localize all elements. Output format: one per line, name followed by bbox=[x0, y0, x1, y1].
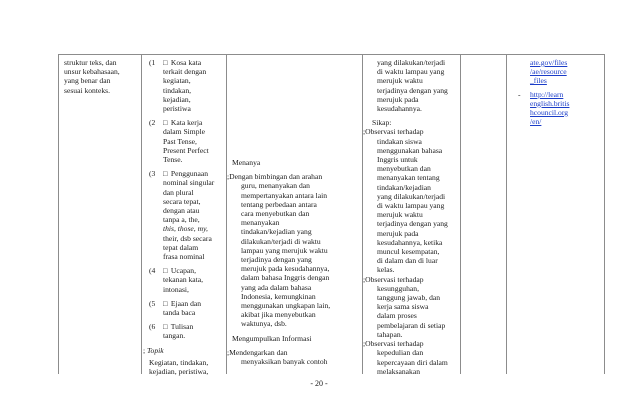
activity-text: Mendengarkan dan bbox=[229, 347, 288, 357]
item-text: Tulisan bbox=[170, 322, 194, 332]
bullet-glyph: ; bbox=[363, 127, 366, 137]
assessment-text: tahapan. bbox=[377, 329, 403, 339]
missing-glyph-icon: □ bbox=[163, 266, 168, 276]
item-text: terkait dengan bbox=[163, 67, 207, 77]
item-text: kegiatan, bbox=[163, 76, 191, 86]
table-top-border bbox=[58, 54, 604, 55]
activity-text: menggunakan ungkapan lain, bbox=[241, 301, 331, 311]
assessment-text: Observasi terhadap bbox=[365, 127, 424, 137]
competency-line: sesuai konteks. bbox=[64, 85, 110, 95]
topik-heading bbox=[143, 346, 214, 355]
assessment-text: terjadinya dengan yang bbox=[377, 219, 448, 229]
assessment-text: Observasi terhadap bbox=[365, 274, 424, 284]
item-number: (3 bbox=[149, 169, 156, 179]
bullet-glyph: ; bbox=[227, 172, 230, 182]
missing-glyph-icon: □ bbox=[163, 58, 168, 67]
assessment-text: dalam proses bbox=[377, 311, 417, 321]
assessment-text: kelas. bbox=[377, 265, 395, 275]
activity-text: lampau yang merujuk waktu bbox=[241, 245, 328, 255]
activity-text: tentang perbedaan antara bbox=[241, 199, 317, 209]
item-text: frasa nominal bbox=[163, 252, 205, 262]
bullet-glyph: ; bbox=[363, 339, 366, 349]
bullet-glyph: ; bbox=[227, 347, 230, 357]
missing-glyph-icon: □ bbox=[163, 322, 168, 332]
item-text: tepat dalam bbox=[163, 242, 199, 252]
assessment-text: di dalam dan di luar bbox=[377, 256, 438, 266]
assessment-text: terjadinya dengan yang bbox=[377, 85, 448, 95]
item-text: dengan atau bbox=[163, 206, 200, 216]
assessment-text: kesudahannya. bbox=[377, 104, 422, 114]
item-text: secara tepat, bbox=[163, 196, 201, 206]
assessment-text: muncul kesempatan, bbox=[377, 247, 440, 257]
activity-text: mempertanyakan antara lain bbox=[241, 190, 328, 200]
item-text: nominal singular bbox=[163, 178, 215, 188]
competency-column bbox=[64, 58, 120, 95]
page-number: - 20 - bbox=[310, 379, 328, 388]
activity-column bbox=[227, 158, 331, 367]
mengumpulkan-heading: Mengumpulkan Informasi bbox=[232, 333, 312, 343]
british-council-link[interactable]: hcouncil.org bbox=[530, 108, 569, 118]
table-border-right bbox=[604, 54, 605, 374]
material-item-3 bbox=[149, 169, 214, 261]
assessment-text: pembelajaran di setiap bbox=[377, 320, 446, 330]
resource-link[interactable]: ate.gov/files bbox=[530, 58, 568, 67]
item-number: (2 bbox=[149, 118, 156, 128]
assessment-text: kepercayaan diri dalam bbox=[377, 357, 448, 367]
item-text: their, dsb secara bbox=[163, 233, 212, 243]
activity-text: tindakan/kejadian yang bbox=[241, 227, 312, 237]
list-dash: - bbox=[518, 89, 521, 99]
resource-link[interactable]: _files bbox=[530, 76, 547, 86]
competency-line: struktur teks, dan bbox=[64, 58, 117, 67]
resource-link[interactable]: /ae/resource bbox=[530, 67, 567, 77]
material-item-1 bbox=[149, 58, 214, 113]
material-item-2 bbox=[149, 118, 214, 164]
column-divider-4 bbox=[460, 54, 461, 374]
item-text: Kosa kata bbox=[170, 58, 202, 67]
bullet-glyph: ; bbox=[363, 274, 366, 284]
activity-text: Indonesia, kemungkinan bbox=[241, 291, 316, 301]
assessment-text: yang dilakukan/terjadi bbox=[377, 191, 446, 201]
item-text: Kata kerja bbox=[170, 118, 203, 128]
activity-text: terjadinya dengan yang bbox=[241, 255, 312, 265]
menanya-heading: Menanya bbox=[232, 158, 261, 167]
item-text: intonasi, bbox=[163, 284, 189, 294]
item-text: tekanan kata, bbox=[163, 275, 204, 285]
activity-text: dalam bahasa Inggris dengan bbox=[241, 273, 330, 283]
item-text: Ucapan, bbox=[170, 266, 196, 276]
assessment-text: di waktu lampau yang bbox=[377, 67, 445, 77]
activity-text: dilakukan/terjadi di waktu bbox=[241, 236, 321, 246]
table-border-left bbox=[58, 54, 59, 374]
item-number: (4 bbox=[149, 266, 156, 276]
activity-text: menyaksikan banyak contoh bbox=[241, 357, 328, 367]
assessment-text: menggunakan bahasa bbox=[377, 145, 443, 155]
activity-text: yang ada dalam bahasa bbox=[241, 282, 312, 292]
column-divider-1 bbox=[141, 54, 142, 374]
assessment-text: melaksanakan bbox=[377, 366, 421, 376]
material-item-5 bbox=[149, 299, 214, 317]
activity-text: merujuk pada kesudahannya, bbox=[241, 264, 330, 274]
topik-text: kejadian, peristiwa, bbox=[149, 367, 209, 377]
item-text: peristiwa bbox=[163, 104, 191, 114]
missing-glyph-icon: □ bbox=[163, 118, 168, 128]
item-number: (5 bbox=[149, 298, 156, 308]
assessment-text: Inggris untuk bbox=[377, 155, 418, 165]
assessment-text: Observasi terhadap bbox=[365, 339, 424, 349]
sikap-heading: Sikap: bbox=[372, 118, 392, 128]
item-text: Penggunaan bbox=[170, 169, 209, 179]
missing-glyph-icon: □ bbox=[163, 169, 168, 179]
item-text: tangan. bbox=[163, 331, 186, 341]
item-text: Ejaan dan bbox=[170, 298, 202, 308]
activity-text: akibat jika menyebutkan bbox=[241, 310, 316, 320]
assessment-text: kepedulian dan bbox=[377, 348, 424, 358]
assessment-text: menanyakan tentang bbox=[377, 173, 440, 183]
assessment-text: tindakan/kejadian bbox=[377, 182, 431, 192]
item-text: Present Perfect bbox=[163, 145, 209, 155]
british-council-link[interactable]: http://learn bbox=[530, 89, 564, 99]
item-text: this, those, my, bbox=[163, 224, 208, 234]
assessment-text: menyebutkan dan bbox=[377, 164, 431, 174]
item-number: (6 bbox=[149, 322, 156, 332]
assessment-text: tanggung jawab, dan bbox=[377, 293, 441, 303]
assessment-text: tindakan siswa bbox=[377, 136, 422, 146]
column-divider-2 bbox=[226, 54, 230, 374]
bullet-glyph: ; bbox=[143, 345, 146, 355]
activity-text: Dengan bimbingan dan arahan bbox=[229, 172, 323, 182]
assessment-text: merujuk pada bbox=[377, 94, 419, 104]
assessment-text: merujuk pada bbox=[377, 228, 419, 238]
british-council-link[interactable]: english.britis bbox=[530, 98, 570, 108]
item-text: dan plural bbox=[163, 187, 194, 197]
activity-text: guru, menanyakan dan bbox=[241, 181, 310, 191]
assessment-text: kerja sama siswa bbox=[377, 302, 429, 312]
assessment-text: kesudahannya, ketika bbox=[377, 237, 443, 247]
competency-line: unsur kebahasaan, bbox=[64, 67, 120, 77]
topik-label: Topik bbox=[147, 345, 164, 355]
item-text: Tense. bbox=[163, 155, 183, 165]
missing-glyph-icon: □ bbox=[163, 298, 168, 308]
column-divider-5 bbox=[506, 54, 507, 374]
assessment-text: merujuk waktu bbox=[377, 76, 423, 86]
column-divider-3 bbox=[362, 54, 366, 374]
assessment-text: di waktu lampau yang bbox=[377, 201, 445, 211]
item-text: tanpa a, the, bbox=[163, 215, 200, 225]
assessment-text: kesungguhan, bbox=[377, 283, 419, 293]
material-item-4 bbox=[149, 266, 214, 294]
item-text: tindakan, bbox=[163, 85, 192, 95]
assessment-text: yang dilakukan/terjadi bbox=[377, 58, 446, 67]
item-text: tanda baca bbox=[163, 308, 196, 318]
item-text: Past Tense, bbox=[163, 136, 197, 146]
british-council-link[interactable]: /en/ bbox=[530, 117, 542, 127]
activity-text: waktunya, dsb. bbox=[241, 319, 287, 329]
assessment-column bbox=[363, 58, 448, 376]
activity-text: menanyakan bbox=[241, 218, 280, 228]
item-text: kejadian, bbox=[163, 94, 191, 104]
item-text: dalam Simple bbox=[163, 127, 205, 137]
competency-line: yang benar dan bbox=[64, 76, 111, 86]
material-item-6 bbox=[149, 322, 214, 340]
sources-column bbox=[518, 58, 569, 126]
activity-text: cara menyebutkan dan bbox=[241, 209, 310, 219]
item-number: (1 bbox=[149, 58, 156, 67]
topik-text: Kegiatan, tindakan, bbox=[149, 357, 209, 367]
assessment-text: merujuk waktu bbox=[377, 210, 423, 220]
material-column bbox=[143, 58, 215, 377]
